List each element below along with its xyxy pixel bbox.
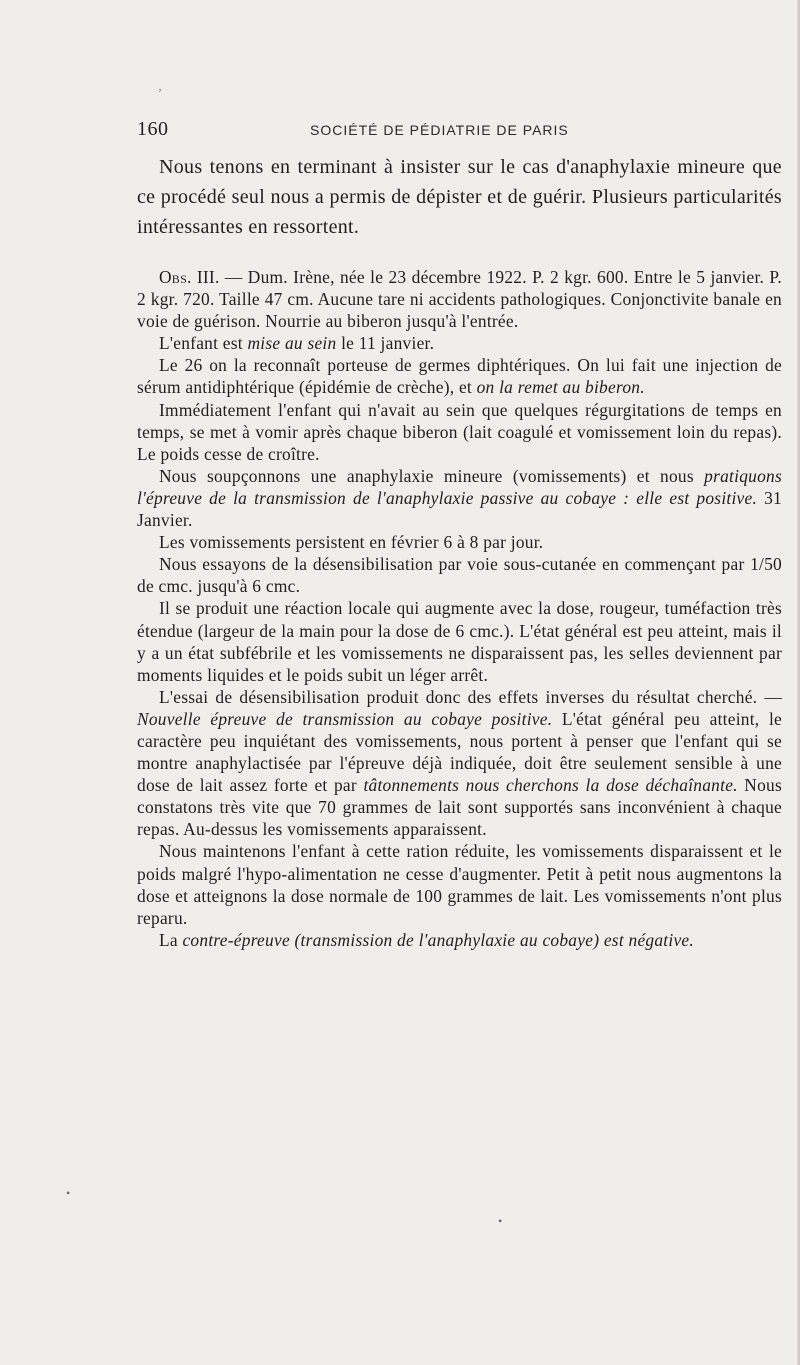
scan-speck: • bbox=[66, 1186, 71, 1200]
page-header bbox=[137, 118, 787, 142]
observation-paragraph bbox=[137, 686, 782, 841]
emphasis-text: mise au sein bbox=[247, 333, 337, 354]
emphasis-text: Nouvelle épreuve de transmission au cobaye positive. bbox=[137, 708, 553, 729]
emphasis-text: contre-épreuve (transmission de l'anaphylaxie au cobaye) est négative. bbox=[182, 929, 694, 950]
observation-paragraph: Les vomissements persistent en février 6 à 8 par jour. bbox=[159, 532, 544, 553]
scan-speck: ʼ bbox=[158, 86, 162, 100]
observation-text: La bbox=[159, 929, 183, 950]
observation-text: — Dum. Irène, née le 23 décembre 1922. P. 2 kgr. 600. Entre le 5 janvier. P. 2 kgr. 720. Taille 47 cm. Aucune tare ni accidents pathologiques. Conjonctivite banale en voie de guérison. Nourrie au biberon jusqu'à l'entrée. bbox=[137, 267, 782, 332]
observation-text: L'état général peu atteint, le caractère peu inquiétant des vomissements, nous portent à penser que l'enfant qui se montre anaphylactisée par l'épreuve déjà indiquée, doit être seulement sensible à une dose de lait assez forte et par bbox=[137, 708, 782, 796]
emphasis-text: pratiquons l'épreuve de la transmission de l'anaphylaxie passive au cobaye : elle est positive. bbox=[137, 465, 782, 508]
observation-text: L'essai de désensibilisation produit donc des effets inverses du résultat cherché. — bbox=[159, 686, 782, 707]
page-number: 160 bbox=[137, 118, 169, 140]
observation-paragraph: Nous essayons de la désensibilisation par voie sous-cutanée en commençant par 1/50 de cmc. jusqu'à 6 cmc. bbox=[137, 554, 782, 597]
observation-text: 31 Janvier. bbox=[137, 487, 782, 531]
observation-paragraph: Nous maintenons l'enfant à cette ration réduite, les vomissements disparaissent et le poids malgré l'hypo-alimentation ne cesse d'augmenter. Petit à petit nous augmentons la dose et atteignons la dose normale de 100 grammes de lait. Les vomissements n'ont plus reparu. bbox=[137, 841, 782, 928]
observation-block bbox=[137, 266, 782, 951]
emphasis-text: tâtonnements nous cherchons la dose déchaînante. bbox=[363, 775, 738, 796]
observation-paragraph: Il se produit une réaction locale qui augmente avec la dose, rougeur, tuméfaction très étendue (largeur de la main pour la dose de 6 cmc.). L'état général est peu atteint, mais il y a un état subfébrile et les vomissements ne disparaissent pas, les selles deviennent par moments liquides et le poids subit un léger arrêt. bbox=[137, 598, 782, 685]
observation-text: le 11 janvier. bbox=[336, 333, 435, 354]
observation-paragraph bbox=[137, 332, 782, 354]
observation-text: L'enfant est bbox=[159, 333, 248, 354]
observation-paragraph bbox=[137, 465, 782, 531]
observation-text: Nous soupçonnons une anaphylaxie mineure (vomissements) et nous bbox=[159, 465, 705, 486]
observation-paragraph bbox=[137, 266, 782, 332]
observation-paragraph bbox=[137, 354, 782, 398]
emphasis-text: on la remet au biberon. bbox=[476, 377, 645, 398]
intro-paragraph: Nous tenons en terminant à insister sur le cas d'anaphylaxie mineure que ce procédé seul nous a permis de dépister et de guérir. Plusieurs particularités intéressantes en ressortent. bbox=[137, 156, 782, 238]
observation-heading: Obs. III. bbox=[159, 267, 220, 287]
scan-speck: • bbox=[498, 1214, 503, 1228]
observation-text: Nous constatons très vite que 70 grammes de lait sont supportés sans inconvénient à chaque repas. Au-dessus les vomissements apparaissent. bbox=[137, 775, 782, 840]
observation-text: Le 26 on la reconnaît porteuse de germes diphtériques. On lui fait une injection de sérum antidiphtérique (épidémie de crèche), et bbox=[137, 355, 782, 398]
observation-paragraph bbox=[137, 929, 782, 951]
observation-paragraph: Immédiatement l'enfant qui n'avait au sein que quelques régurgitations de temps en temps, se met à vomir après chaque biberon (lait coagulé et vomissement loin du repas). Le poids cesse de croître. bbox=[137, 399, 782, 464]
running-title: SOCIÉTÉ DE PÉDIATRIE DE PARIS bbox=[310, 122, 569, 138]
